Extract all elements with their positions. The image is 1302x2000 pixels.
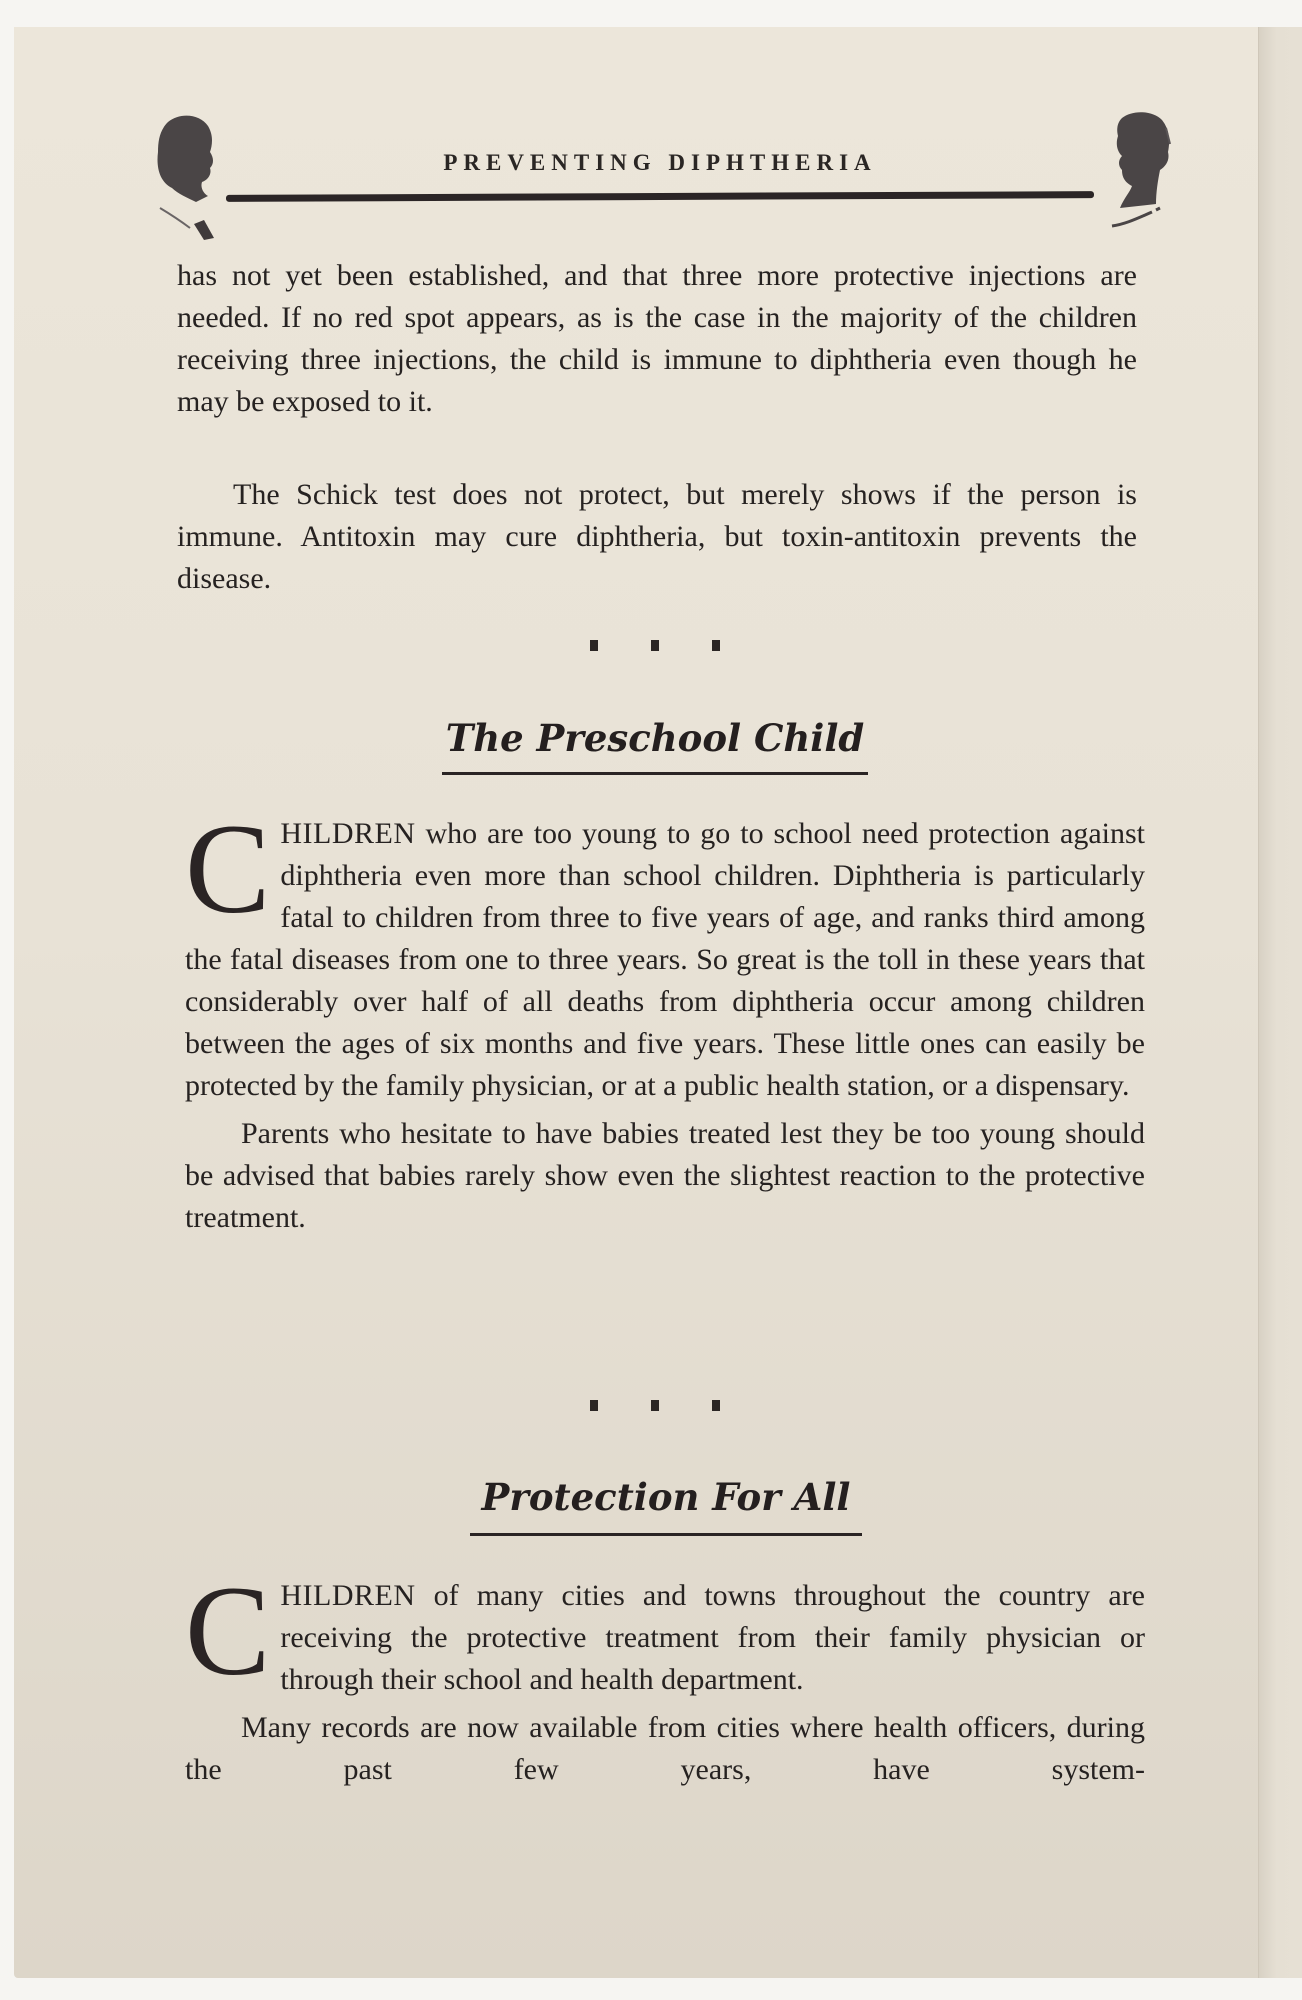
section-separator [590, 1400, 720, 1411]
lead-word: HILDREN [280, 1579, 416, 1612]
separator-dot [590, 1400, 598, 1411]
title-underline [442, 772, 868, 775]
paragraph: Many records are now available from cities where health officers, during the past few years, have system- [185, 1711, 1145, 1786]
running-head: PREVENTING DIPHTHERIA [443, 150, 877, 175]
section-protection-for-all [185, 1560, 1145, 1791]
paragraph: Parents who hesitate to have babies treated lest they be too young should be advised that babies rarely show even the slightest reaction to the protective treatment. [185, 1117, 1145, 1234]
drop-cap: C [185, 1560, 271, 1702]
page-fold [1258, 27, 1302, 1978]
paragraph: has not yet been established, and that three more protective injections are needed. If no red spot appears, as is the case in the majority of the children receiving three injections, the child is immune to diphtheria even though he may be exposed to it. [177, 259, 1137, 418]
separator-dot [651, 1400, 659, 1411]
schick-test-paragraph [177, 474, 1137, 600]
drop-cap: C [185, 798, 271, 940]
section-body [185, 798, 1145, 1239]
separator-dot [712, 1400, 720, 1411]
section-title: The Preschool Child [445, 716, 865, 760]
girl-silhouette-icon [1104, 108, 1184, 238]
section-preschool-child [185, 798, 1145, 1239]
separator-dot [651, 640, 659, 651]
section-title: Protection For All [481, 1475, 851, 1519]
continued-paragraph [177, 255, 1137, 423]
section-separator [590, 640, 720, 651]
boy-silhouette-icon [138, 112, 224, 244]
paragraph [185, 798, 1145, 1107]
paragraph-rest: of many cities and towns throughout the country are receiving the protective treatment from their family physician or through their school and health department. [280, 1579, 1145, 1696]
title-underline [470, 1533, 862, 1536]
paragraph-rest: who are too young to go to school need protection against diphtheria even more than school children. Diphtheria is particularly fatal to children from three to five years of age, and ranks third among the fatal diseases from one to three years. So great is the toll in these years that considerably over half of all deaths from diphtheria occur among children between the ages of six months and five years. These little ones can easily be protected by the family physician, or at a public health station, or a dispensary. [185, 817, 1145, 1102]
section-body [185, 1560, 1145, 1791]
separator-dot [712, 640, 720, 651]
paragraph: The Schick test does not protect, but merely shows if the person is immune. Antitoxin may cure diphtheria, but toxin-antitoxin prevents the disease. [177, 478, 1137, 595]
separator-dot [590, 640, 598, 651]
lead-word: HILDREN [280, 817, 416, 850]
paragraph [185, 1560, 1145, 1702]
